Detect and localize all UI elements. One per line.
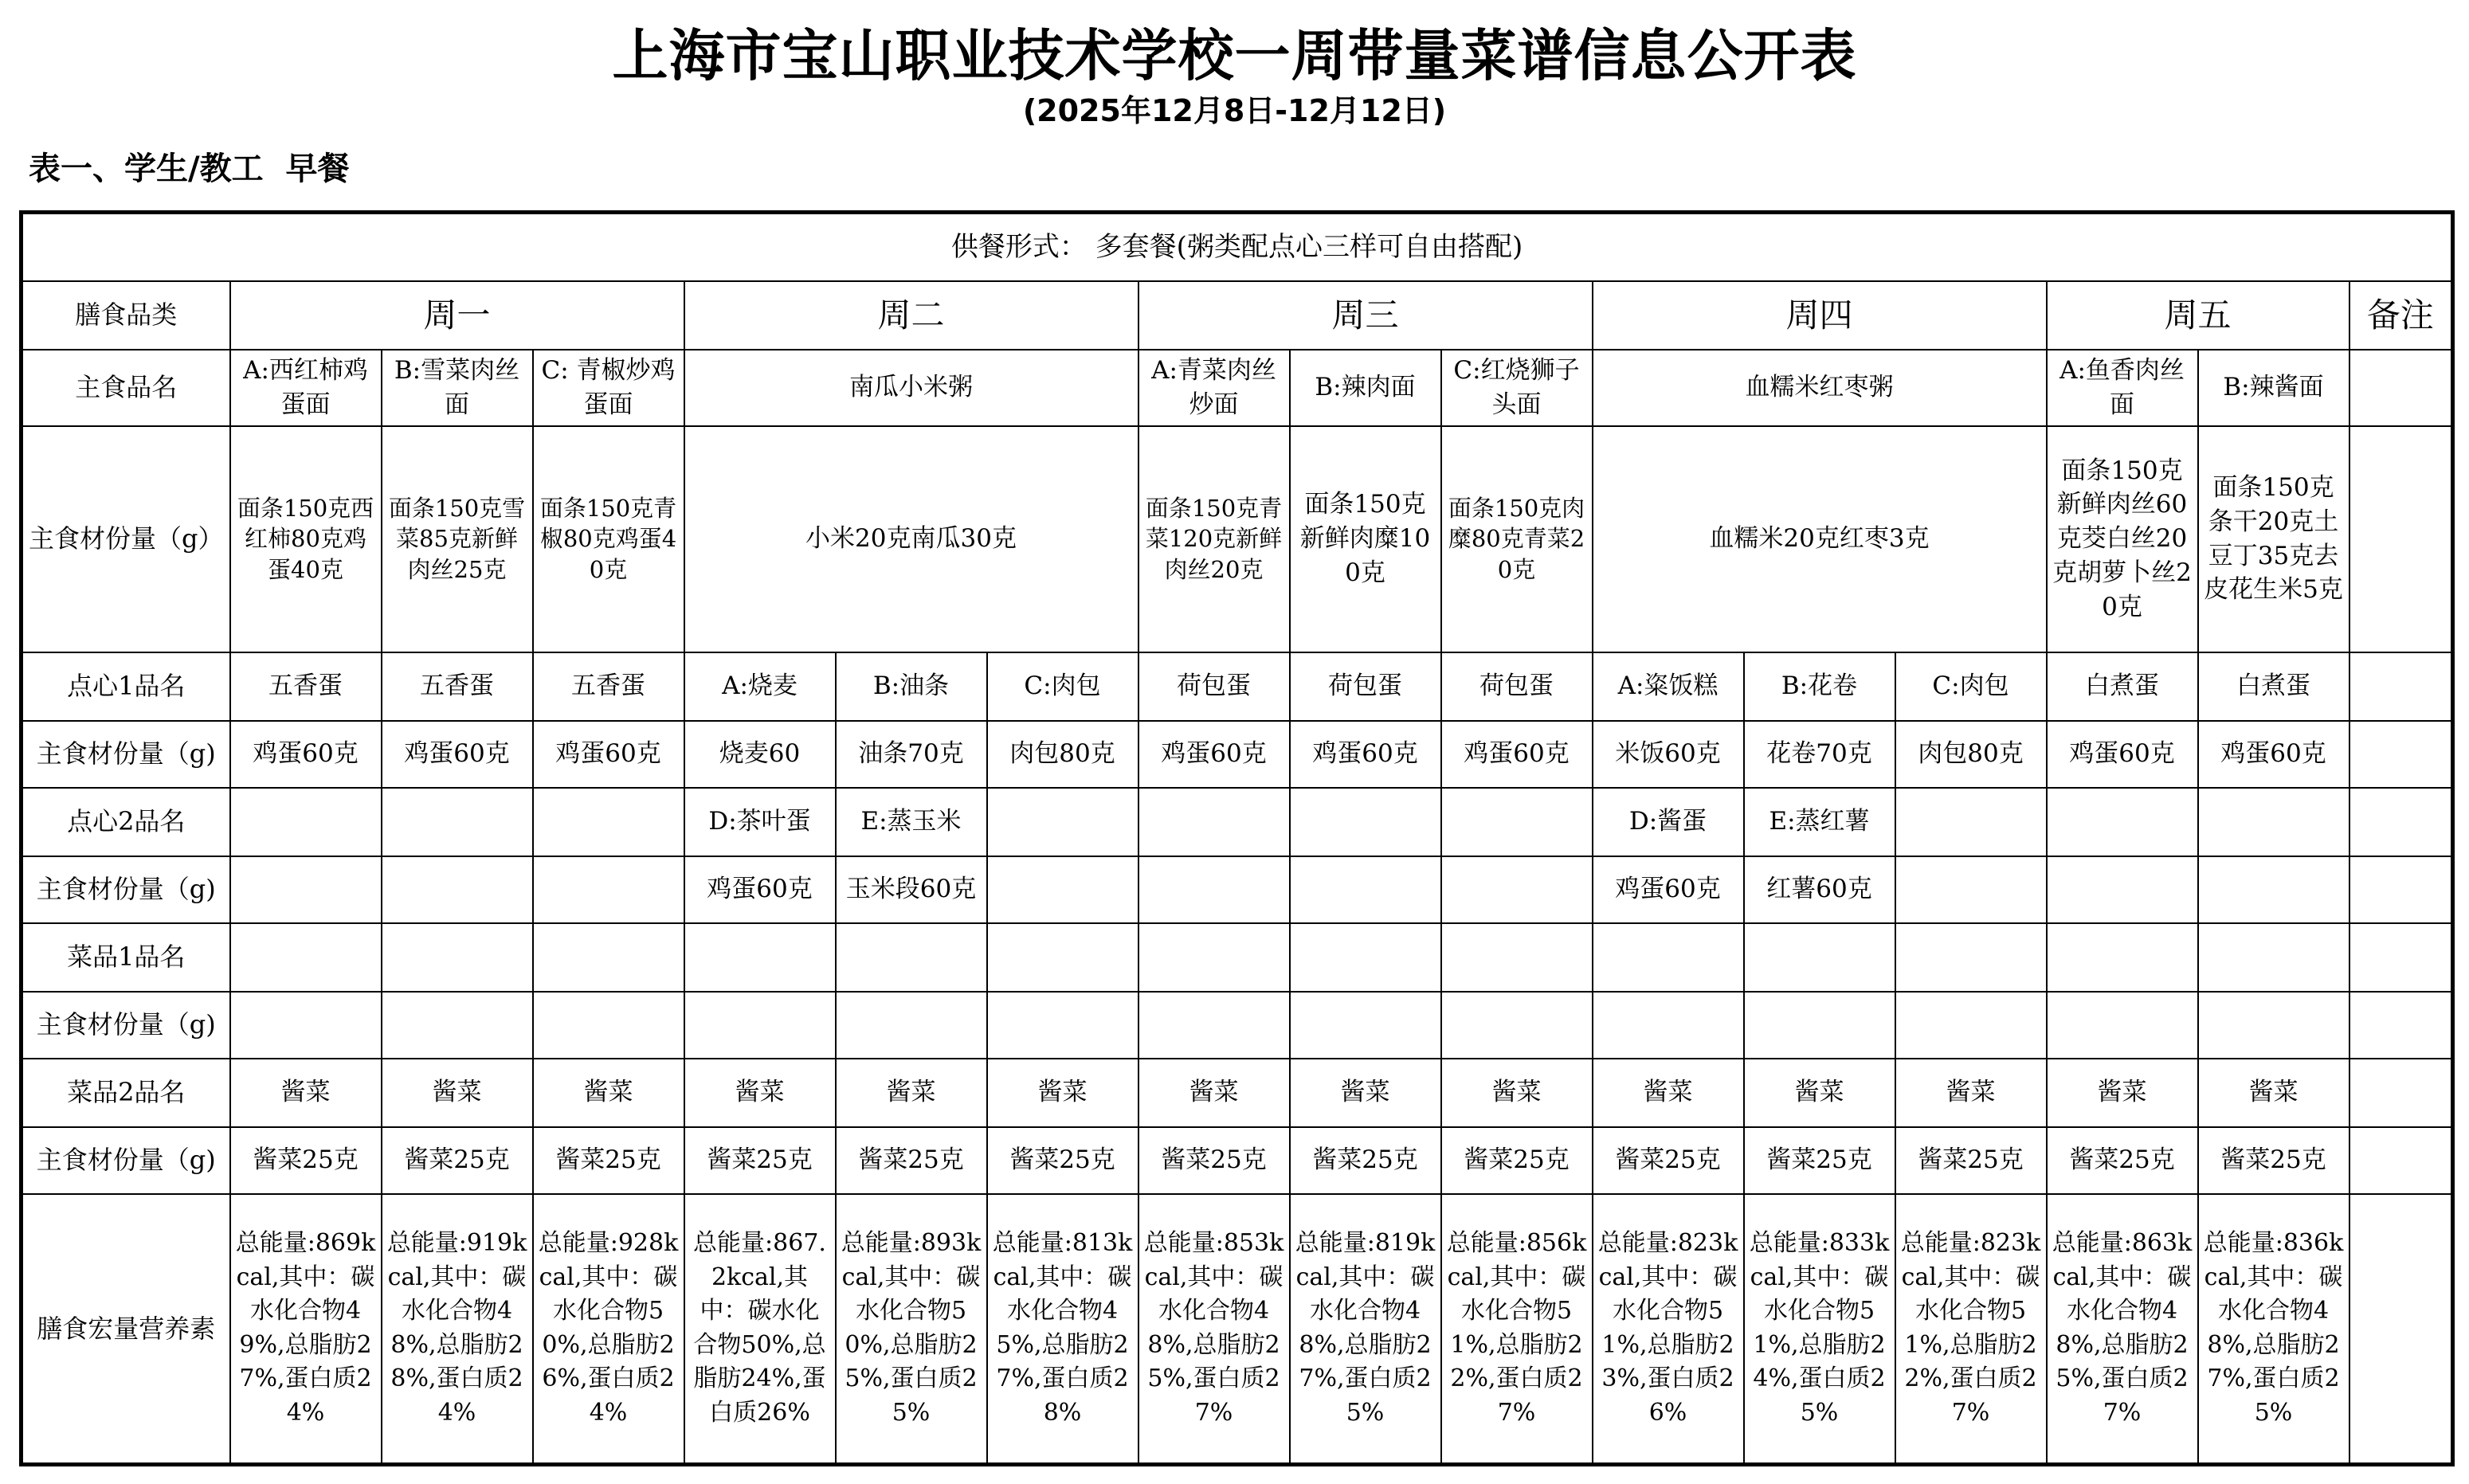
remark-cell — [2349, 856, 2453, 923]
dish2-portion-cell: 酱菜25克 — [2047, 1127, 2198, 1194]
snack2-portion-cell — [2047, 856, 2198, 923]
snack1-portion-cell: 花卷70克 — [1744, 721, 1895, 788]
snack1-name-cell: 荷包蛋 — [1138, 652, 1290, 721]
remark-cell — [2349, 652, 2453, 721]
remark-header: 备注 — [2349, 281, 2453, 350]
nutrition-cell: 总能量:869kcal,其中：碳水化合物49%,总脂肪27%,蛋白质24% — [230, 1194, 382, 1465]
dish2-portion-row — [22, 1127, 2453, 1194]
snack1-portion-row — [22, 721, 2453, 788]
dish1-portion-cell — [836, 992, 987, 1059]
dish2-portion-cell: 酱菜25克 — [382, 1127, 533, 1194]
remark-cell — [2349, 923, 2453, 992]
snack2-portion-cell — [382, 856, 533, 923]
snack1-portion-cell: 米饭60克 — [1593, 721, 1744, 788]
dish2-portion-cell: 酱菜25克 — [1138, 1127, 1290, 1194]
snack1-name-cell: 白煮蛋 — [2198, 652, 2349, 721]
nutrition-cell: 总能量:836kcal,其中：碳水化合物48%,总脂肪27%,蛋白质25% — [2198, 1194, 2349, 1465]
day-header-mon: 周一 — [230, 281, 684, 350]
dish1-portion-cell — [2198, 992, 2349, 1059]
row-label-dish2-portion: 主食材份量（g) — [22, 1127, 230, 1194]
main-name-cell: C: 青椒炒鸡蛋面 — [533, 350, 684, 426]
row-label-snack2-name: 点心2品名 — [22, 788, 230, 856]
dish1-portion-cell — [230, 992, 382, 1059]
snack2-name-row — [22, 788, 2453, 856]
snack1-name-cell: A:烧麦 — [684, 652, 836, 721]
row-label-dish1-name: 菜品1品名 — [22, 923, 230, 992]
snack1-name-row — [22, 652, 2453, 721]
remark-cell — [2349, 721, 2453, 788]
main-name-cell: B:辣酱面 — [2198, 350, 2349, 426]
main-portion-cell: 面条150克新鲜肉丝60克茭白丝20克胡萝卜丝20克 — [2047, 426, 2198, 652]
dish1-name-cell — [1441, 923, 1593, 992]
main-portion-cell: 面条150克新鲜肉糜100克 — [1290, 426, 1441, 652]
main-name-cell: B:雪菜肉丝面 — [382, 350, 533, 426]
snack2-name-cell — [2198, 788, 2349, 856]
snack2-portion-cell — [533, 856, 684, 923]
dish1-portion-cell — [1593, 992, 1744, 1059]
dish1-portion-cell — [1441, 992, 1593, 1059]
snack1-name-cell: B:油条 — [836, 652, 987, 721]
remark-cell — [2349, 1194, 2453, 1465]
remark-cell — [2349, 350, 2453, 426]
dish1-portion-cell — [533, 992, 684, 1059]
day-header-fri: 周五 — [2047, 281, 2349, 350]
nutrition-cell: 总能量:856kcal,其中：碳水化合物51%,总脂肪22%,蛋白质27% — [1441, 1194, 1593, 1465]
dish2-name-cell: 酱菜 — [230, 1059, 382, 1127]
dish1-portion-cell — [684, 992, 836, 1059]
row-label-dish1-portion: 主食材份量（g) — [22, 992, 230, 1059]
snack2-portion-cell — [1441, 856, 1593, 923]
main-name-row — [22, 350, 2453, 426]
snack2-name-cell — [1138, 788, 1290, 856]
main-name-cell: 南瓜小米粥 — [684, 350, 1138, 426]
snack1-portion-cell: 鸡蛋60克 — [533, 721, 684, 788]
dish1-name-cell — [1290, 923, 1441, 992]
snack1-name-cell: 荷包蛋 — [1441, 652, 1593, 721]
main-name-cell: B:辣肉面 — [1290, 350, 1441, 426]
remark-cell — [2349, 992, 2453, 1059]
dish1-portion-row — [22, 992, 2453, 1059]
dish1-portion-cell — [1744, 992, 1895, 1059]
dish1-name-cell — [230, 923, 382, 992]
dish1-name-cell — [1593, 923, 1744, 992]
main-portion-cell: 面条150克青椒80克鸡蛋40克 — [533, 426, 684, 652]
snack1-portion-cell: 肉包80克 — [1895, 721, 2047, 788]
dish2-portion-cell: 酱菜25克 — [533, 1127, 684, 1194]
row-label-category: 膳食品类 — [22, 281, 230, 350]
snack1-name-cell: 白煮蛋 — [2047, 652, 2198, 721]
row-label-snack1-portion: 主食材份量（g) — [22, 721, 230, 788]
remark-cell — [2349, 1127, 2453, 1194]
dish2-name-cell: 酱菜 — [1593, 1059, 1744, 1127]
nutrition-cell: 总能量:919kcal,其中：碳水化合物48%,总脂肪28%,蛋白质24% — [382, 1194, 533, 1465]
date-range: (2025年12月8日-12月12日) — [1022, 93, 1447, 128]
dish1-portion-cell — [1138, 992, 1290, 1059]
snack1-name-cell: C:肉包 — [987, 652, 1138, 721]
snack1-name-cell: A:粢饭糕 — [1593, 652, 1744, 721]
dish1-portion-cell — [987, 992, 1138, 1059]
nutrition-row — [22, 1194, 2453, 1465]
snack1-portion-cell: 鸡蛋60克 — [230, 721, 382, 788]
dish1-name-row — [22, 923, 2453, 992]
dish2-name-cell: 酱菜 — [382, 1059, 533, 1127]
snack1-name-cell: 五香蛋 — [533, 652, 684, 721]
snack2-portion-cell — [230, 856, 382, 923]
snack2-portion-cell: 鸡蛋60克 — [684, 856, 836, 923]
snack1-portion-cell: 鸡蛋60克 — [1441, 721, 1593, 788]
dish1-name-cell — [1138, 923, 1290, 992]
row-label-dish2-name: 菜品2品名 — [22, 1059, 230, 1127]
section-label: 表一、学生/教工 早餐 — [29, 151, 350, 187]
day-header-wed: 周三 — [1138, 281, 1593, 350]
dish1-name-cell — [2047, 923, 2198, 992]
dish1-portion-cell — [2047, 992, 2198, 1059]
snack2-name-cell: D:酱蛋 — [1593, 788, 1744, 856]
dish2-name-row — [22, 1059, 2453, 1127]
snack2-name-cell: E:蒸红薯 — [1744, 788, 1895, 856]
snack2-name-cell — [1290, 788, 1441, 856]
snack1-portion-cell: 鸡蛋60克 — [382, 721, 533, 788]
remark-cell — [2349, 1059, 2453, 1127]
snack1-name-cell: 五香蛋 — [382, 652, 533, 721]
day-header-row — [22, 281, 2453, 350]
snack2-portion-cell: 红薯60克 — [1744, 856, 1895, 923]
menu-table — [19, 210, 2455, 1466]
nutrition-cell: 总能量:823kcal,其中：碳水化合物51%,总脂肪22%,蛋白质27% — [1895, 1194, 2047, 1465]
row-label-main-portion: 主食材份量（g） — [22, 426, 230, 652]
main-name-cell: 血糯米红枣粥 — [1593, 350, 2047, 426]
snack1-portion-cell: 油条70克 — [836, 721, 987, 788]
page-title: 上海市宝山职业技术学校一周带量菜谱信息公开表 — [612, 23, 1857, 88]
nutrition-cell: 总能量:853kcal,其中：碳水化合物48%,总脂肪25%,蛋白质27% — [1138, 1194, 1290, 1465]
row-label-snack1-name: 点心1品名 — [22, 652, 230, 721]
snack2-name-cell — [1895, 788, 2047, 856]
nutrition-cell: 总能量:893kcal,其中：碳水化合物50%,总脂肪25%,蛋白质25% — [836, 1194, 987, 1465]
main-portion-cell: 面条150克西红柿80克鸡蛋40克 — [230, 426, 382, 652]
snack2-name-cell — [230, 788, 382, 856]
dish2-name-cell: 酱菜 — [2047, 1059, 2198, 1127]
dish1-name-cell — [533, 923, 684, 992]
main-portion-row — [22, 426, 2453, 652]
main-portion-cell: 小米20克南瓜30克 — [684, 426, 1138, 652]
nutrition-cell: 总能量:863kcal,其中：碳水化合物48%,总脂肪25%,蛋白质27% — [2047, 1194, 2198, 1465]
dish2-name-cell: 酱菜 — [1744, 1059, 1895, 1127]
snack1-portion-cell: 鸡蛋60克 — [1290, 721, 1441, 788]
dish2-portion-cell: 酱菜25克 — [1441, 1127, 1593, 1194]
dish1-name-cell — [382, 923, 533, 992]
dish2-portion-cell: 酱菜25克 — [230, 1127, 382, 1194]
snack2-portion-cell — [1290, 856, 1441, 923]
snack2-name-cell — [533, 788, 684, 856]
dish1-portion-cell — [1895, 992, 2047, 1059]
dish2-name-cell: 酱菜 — [1290, 1059, 1441, 1127]
snack2-portion-cell — [987, 856, 1138, 923]
snack2-portion-cell: 玉米段60克 — [836, 856, 987, 923]
dish2-portion-cell: 酱菜25克 — [1744, 1127, 1895, 1194]
dish2-name-cell: 酱菜 — [533, 1059, 684, 1127]
service-format-row — [22, 213, 2453, 281]
dish1-name-cell — [1895, 923, 2047, 992]
main-name-cell: A:西红柿鸡蛋面 — [230, 350, 382, 426]
snack2-name-cell: D:茶叶蛋 — [684, 788, 836, 856]
snack1-name-cell: 五香蛋 — [230, 652, 382, 721]
main-name-cell: A:青菜肉丝炒面 — [1138, 350, 1290, 426]
row-label-nutrition: 膳食宏量营养素 — [22, 1194, 230, 1465]
dish2-portion-cell: 酱菜25克 — [1593, 1127, 1744, 1194]
dish2-portion-cell: 酱菜25克 — [987, 1127, 1138, 1194]
row-label-snack2-portion: 主食材份量（g) — [22, 856, 230, 923]
snack2-name-cell — [1441, 788, 1593, 856]
dish2-name-cell: 酱菜 — [1441, 1059, 1593, 1127]
snack2-portion-cell — [2198, 856, 2349, 923]
snack2-portion-row — [22, 856, 2453, 923]
dish2-name-cell: 酱菜 — [1895, 1059, 2047, 1127]
dish1-portion-cell — [1290, 992, 1441, 1059]
snack1-name-cell: C:肉包 — [1895, 652, 2047, 721]
main-portion-cell: 面条150克肉糜80克青菜20克 — [1441, 426, 1593, 652]
snack2-name-cell — [382, 788, 533, 856]
day-header-tue: 周二 — [684, 281, 1138, 350]
dish1-name-cell — [987, 923, 1138, 992]
snack2-portion-cell — [1138, 856, 1290, 923]
main-name-cell: C:红烧狮子头面 — [1441, 350, 1593, 426]
nutrition-cell: 总能量:867.2kcal,其中：碳水化合物50%,总脂肪24%,蛋白质26% — [684, 1194, 836, 1465]
dish2-name-cell: 酱菜 — [836, 1059, 987, 1127]
snack2-name-cell — [987, 788, 1138, 856]
dish2-portion-cell: 酱菜25克 — [1895, 1127, 2047, 1194]
main-portion-cell: 面条150克青菜120克新鲜肉丝20克 — [1138, 426, 1290, 652]
dish2-name-cell: 酱菜 — [1138, 1059, 1290, 1127]
nutrition-cell: 总能量:928kcal,其中：碳水化合物50%,总脂肪26%,蛋白质24% — [533, 1194, 684, 1465]
remark-cell — [2349, 426, 2453, 652]
dish2-portion-cell: 酱菜25克 — [836, 1127, 987, 1194]
dish2-portion-cell: 酱菜25克 — [1290, 1127, 1441, 1194]
nutrition-cell: 总能量:823kcal,其中：碳水化合物51%,总脂肪23%,蛋白质26% — [1593, 1194, 1744, 1465]
snack1-portion-cell: 鸡蛋60克 — [2047, 721, 2198, 788]
snack2-portion-cell: 鸡蛋60克 — [1593, 856, 1744, 923]
snack1-name-cell: B:花卷 — [1744, 652, 1895, 721]
dish2-name-cell: 酱菜 — [2198, 1059, 2349, 1127]
dish1-name-cell — [1744, 923, 1895, 992]
dish1-portion-cell — [382, 992, 533, 1059]
remark-cell — [2349, 788, 2453, 856]
snack2-portion-cell — [1895, 856, 2047, 923]
snack2-name-cell — [2047, 788, 2198, 856]
dish2-name-cell: 酱菜 — [987, 1059, 1138, 1127]
snack1-portion-cell: 鸡蛋60克 — [2198, 721, 2349, 788]
main-portion-cell: 面条150克条干20克土豆丁35克去皮花生米5克 — [2198, 426, 2349, 652]
dish1-name-cell — [836, 923, 987, 992]
day-header-thu: 周四 — [1593, 281, 2047, 350]
nutrition-cell: 总能量:819kcal,其中：碳水化合物48%,总脂肪27%,蛋白质25% — [1290, 1194, 1441, 1465]
snack1-portion-cell: 烧麦60 — [684, 721, 836, 788]
nutrition-cell: 总能量:833kcal,其中：碳水化合物51%,总脂肪24%,蛋白质25% — [1744, 1194, 1895, 1465]
service-format: 供餐形式： 多套餐(粥类配点心三样可自由搭配) — [22, 213, 2453, 281]
snack1-name-cell: 荷包蛋 — [1290, 652, 1441, 721]
snack2-name-cell: E:蒸玉米 — [836, 788, 987, 856]
nutrition-cell: 总能量:813kcal,其中：碳水化合物45%,总脂肪27%,蛋白质28% — [987, 1194, 1138, 1465]
snack1-portion-cell: 鸡蛋60克 — [1138, 721, 1290, 788]
main-portion-cell: 面条150克雪菜85克新鲜肉丝25克 — [382, 426, 533, 652]
dish2-portion-cell: 酱菜25克 — [684, 1127, 836, 1194]
dish2-name-cell: 酱菜 — [684, 1059, 836, 1127]
snack1-portion-cell: 肉包80克 — [987, 721, 1138, 788]
dish1-name-cell — [684, 923, 836, 992]
main-name-cell: A:鱼香肉丝面 — [2047, 350, 2198, 426]
dish2-portion-cell: 酱菜25克 — [2198, 1127, 2349, 1194]
row-label-main-name: 主食品名 — [22, 350, 230, 426]
dish1-name-cell — [2198, 923, 2349, 992]
main-portion-cell: 血糯米20克红枣3克 — [1593, 426, 2047, 652]
